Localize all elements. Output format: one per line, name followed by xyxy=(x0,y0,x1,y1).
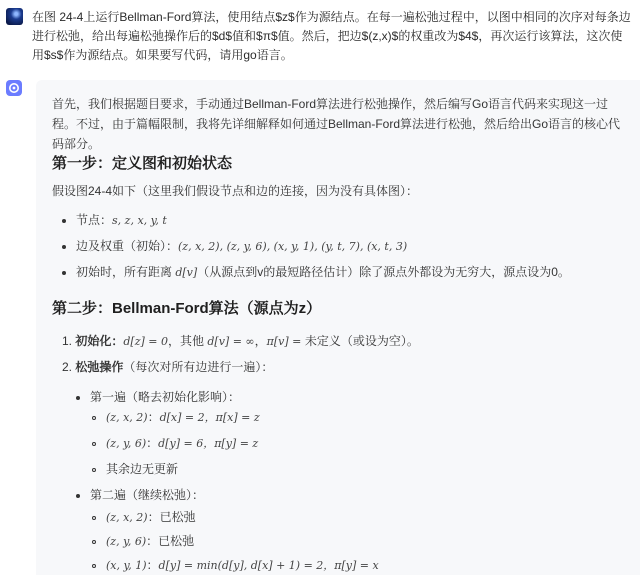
hollow-bullet-icon xyxy=(92,564,96,568)
bullet-icon xyxy=(62,245,66,249)
item1-end: 未定义（或设为空）。 xyxy=(304,334,419,348)
ordered-item-2 xyxy=(62,358,273,375)
user-avatar xyxy=(6,8,23,25)
item1-sep: ， xyxy=(254,334,267,348)
item2-number: 2. xyxy=(62,360,73,374)
step1-assumption: 假设图24-4如下（这里我们假设节点和边的连接，因为没有具体图）： xyxy=(52,184,419,198)
edges-label: 边及权重（初始）： xyxy=(76,239,179,253)
pass2-item xyxy=(76,486,204,503)
item2-rest: （每次对所有边进行一遍）： xyxy=(123,360,274,374)
init-list-item xyxy=(62,263,570,280)
edges-list-item xyxy=(62,237,407,254)
pass1-edge-zx xyxy=(92,408,260,425)
pass1-item xyxy=(76,388,240,405)
user-message xyxy=(0,0,640,70)
pass2-edge-xy xyxy=(92,556,379,573)
p1a-result: d[x] = 2，π[x] = z xyxy=(159,411,260,424)
item1-bold: 初始化： xyxy=(75,334,124,348)
pass2-text: 第二遍（继续松弛）： xyxy=(90,488,205,502)
p2c-result: d[y] = min(d[y], d[x] + 1) = 2，π[y] = x xyxy=(158,559,379,572)
pass1-others xyxy=(92,460,178,477)
pass1-edge-zy xyxy=(92,434,258,451)
bullet-icon xyxy=(76,396,80,400)
hollow-bullet-icon xyxy=(92,468,96,472)
nodes-list-item xyxy=(62,211,167,228)
hollow-bullet-icon xyxy=(92,442,96,446)
p2b-edge: (z, y, 6) xyxy=(106,535,147,548)
intro-paragraph: 首先，我们根据题目要求，手动通过Bellman-Ford算法进行松弛操作，然后编写Go语言代码来实现这一过程。不过，由于篇幅限制，我将先详细解释如何通过Bellman-Ford算法进行松弛，然后给出Go语言的核心代码部分。 xyxy=(52,97,621,151)
p1b-result: d[y] = 6，π[y] = z xyxy=(158,437,259,450)
nodes-math: s, z, x, y, t xyxy=(112,214,167,227)
nodes-label: 节点： xyxy=(76,213,113,227)
p1a-edge: (z, x, 2) xyxy=(106,411,148,424)
edges-math: (z, x, 2), (z, y, 6), (x, y, 1), (y, t, 7), (x, t, 3) xyxy=(178,240,408,253)
hollow-bullet-icon xyxy=(92,516,96,520)
assistant-message xyxy=(36,80,640,575)
pass2-edge-zy xyxy=(92,532,194,549)
bullet-icon xyxy=(62,219,66,223)
p2a-edge: (z, x, 2) xyxy=(106,511,148,524)
pass2-edge-zx xyxy=(92,508,196,525)
p2b-result: ：已松弛 xyxy=(146,534,195,548)
item1-number: 1. xyxy=(62,334,73,348)
p2c-edge: (x, y, 1) xyxy=(106,559,147,572)
step2-heading: 第二步：Bellman-Ford算法（源点为z） xyxy=(52,300,322,317)
init-math: d[v] xyxy=(175,266,198,279)
item2-bold: 松弛操作 xyxy=(75,360,124,374)
p2a-result: ：已松弛 xyxy=(147,510,196,524)
p1c-text: 其余边无更新 xyxy=(106,462,179,476)
item1-mid: ，其他 xyxy=(168,334,208,348)
user-prompt-text: 在图 24-4上运行Bellman-Ford算法，使用结点$z$作为源结点。在每一遍松弛过程中，以图中相同的次序对每条边进行松弛，给出每遍松弛操作后的$d$值和$π$值。然后，把边$(z,x)$的权重改为$4$，再次运行该算法，这次使用$s$作为源结点。如果要写代码，请用go语言。 xyxy=(32,10,631,62)
p2c-colon: ： xyxy=(146,558,159,572)
bullet-icon xyxy=(62,271,66,275)
p1b-colon: ： xyxy=(146,436,159,450)
hollow-bullet-icon xyxy=(92,540,96,544)
p1b-edge: (z, y, 6) xyxy=(106,437,147,450)
item1-math1: d[z] = 0 xyxy=(123,335,169,348)
assistant-avatar-icon xyxy=(6,80,22,96)
bullet-icon xyxy=(76,494,80,498)
item1-math3: π[v] = xyxy=(266,335,305,348)
step1-heading: 第一步：定义图和初始状态 xyxy=(52,155,233,172)
pass1-text: 第一遍（略去初始化影响）： xyxy=(90,390,241,404)
ordered-item-1 xyxy=(62,332,419,349)
hollow-bullet-icon xyxy=(92,416,96,420)
item1-math2: d[v] = ∞ xyxy=(207,335,255,348)
init-prefix: 初始时，所有距离 xyxy=(76,265,176,279)
init-suffix: （从源点到v的最短路径估计）除了源点外都设为无穷大，源点设为0。 xyxy=(197,265,570,279)
p1a-colon: ： xyxy=(147,410,160,424)
